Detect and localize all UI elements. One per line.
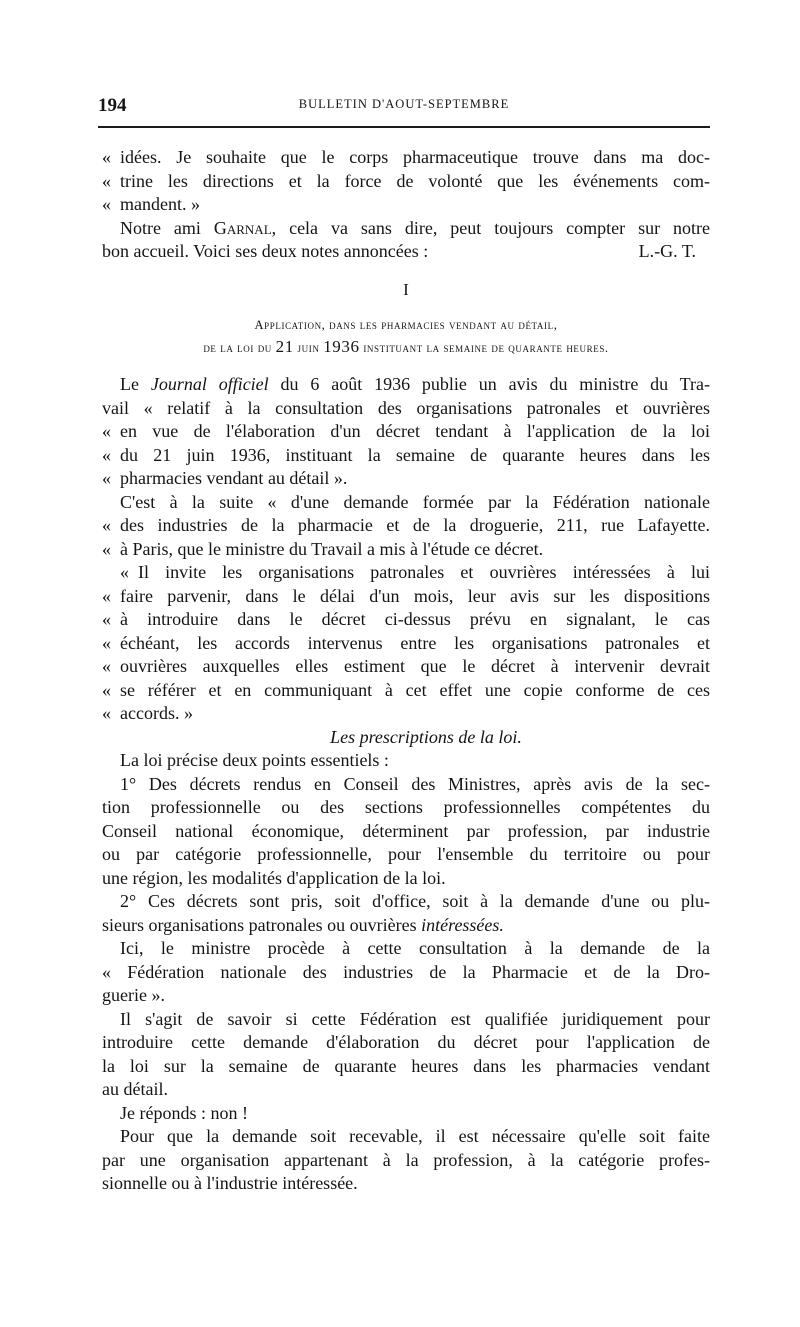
journal-title: Journal officiel <box>150 374 269 394</box>
text-span: bon accueil. Voici ses deux notes annoncées : <box>102 241 429 261</box>
text-line <box>102 217 710 241</box>
text-span: ou par catégorie professionnelle, pour l'ensemble du territoire ou pour <box>102 844 710 864</box>
section-title-line-2 <box>102 336 710 359</box>
text-line <box>102 538 710 562</box>
text-span: à Paris, que le ministre du Travail a mis à l'étude ce décret. <box>120 538 544 559</box>
text-line <box>102 1078 710 1102</box>
text-line <box>102 632 710 656</box>
text-span: du 6 août 1936 publie un avis du ministre du Tra- <box>268 374 710 394</box>
text-span: « Fédération nationale des industries de la Pharmacie et de la Dro- <box>102 961 710 982</box>
text-line <box>102 914 710 938</box>
text-span: 21 <box>275 337 294 356</box>
text-span: une région, les modalités d'application de la loi. <box>102 867 446 888</box>
quote-mark: « <box>102 609 111 629</box>
text-line <box>102 444 710 468</box>
quote-mark: « <box>102 194 111 214</box>
text-line <box>102 585 710 609</box>
text-span: 2° Ces décrets sont pris, soit d'office, soit à la demande d'une ou plu- <box>120 891 710 911</box>
text-span: trine les directions et la force de volonté que les événements com- <box>120 170 710 191</box>
text-line <box>102 170 710 194</box>
text-line <box>102 702 710 726</box>
text-span: sieurs organisations patronales ou ouvrières <box>102 914 422 935</box>
section-title-line-1: Application, dans les pharmacies vendant au détail, <box>254 318 558 332</box>
text-line <box>102 796 710 820</box>
quote-mark: « <box>102 703 111 723</box>
text-span: de la loi du <box>203 341 276 355</box>
text-line <box>102 1008 710 1032</box>
text-line <box>102 961 710 985</box>
text-line <box>102 773 710 797</box>
text-span: se référer et en communiquant à cet effet une copie conforme de ces <box>120 679 710 700</box>
text-line <box>102 1031 710 1055</box>
text-line <box>102 1149 710 1173</box>
text-span: à introduire dans le décret ci-dessus prévu en signalant, le cas <box>120 609 710 629</box>
text-span: La loi précise deux points essentiels : <box>120 750 389 770</box>
text-span: Notre ami <box>120 217 214 238</box>
quote-mark: « <box>102 538 111 559</box>
text-line <box>102 420 710 444</box>
text-line <box>102 1125 710 1149</box>
text-span: vail « relatif à la consultation des organisations patronales et ouvrières <box>102 397 710 418</box>
text-line <box>102 890 710 914</box>
text-line <box>102 561 710 585</box>
text-line <box>102 937 710 961</box>
text-span: des industries de la pharmacie et de la droguerie, 211, rue Lafayette. <box>120 515 710 535</box>
text-span: en vue de l'élaboration d'un décret tendant à l'application de la loi <box>120 421 710 441</box>
text-span: tion professionnelle ou des sections professionnelles compétentes du <box>102 797 710 817</box>
author-name: Garnal <box>213 217 272 238</box>
signature: L.-G. T. <box>638 241 696 261</box>
text-span: accords. » <box>120 703 193 723</box>
text-span: au détail. <box>102 1079 168 1099</box>
text-line <box>102 240 710 264</box>
text-line <box>102 608 710 632</box>
text-line <box>102 820 710 844</box>
quote-mark: « <box>102 170 111 191</box>
text-line <box>102 843 710 867</box>
text-span: Le <box>120 374 151 394</box>
text-span: Conseil national économique, déterminent par profession, par industrie <box>102 820 710 841</box>
text-line <box>102 679 710 703</box>
quote-mark: « <box>102 468 111 488</box>
text-span: sionnelle ou à l'industrie intéressée. <box>102 1173 358 1193</box>
text-line <box>102 467 710 491</box>
body-text <box>102 146 710 1196</box>
text-span: 1936 <box>323 337 360 356</box>
text-line <box>102 146 710 170</box>
quote-mark: « <box>102 515 111 535</box>
quote-mark: « <box>102 585 111 606</box>
text-line <box>102 397 710 421</box>
text-span: Il invite les organisations patronales et ouvrières intéressées à lui <box>138 562 710 582</box>
text-line <box>102 373 710 397</box>
text-line <box>102 193 710 217</box>
text-span: pharmacies vendant au détail ». <box>120 468 348 488</box>
text-span: la loi sur la semaine de quarante heures dans les pharmacies vendant <box>102 1055 710 1076</box>
text-span: Pour que la demande soit recevable, il est nécessaire qu'elle soit faite <box>120 1126 710 1146</box>
section-title <box>102 315 710 359</box>
text-span: , cela va sans dire, peut toujours compter sur notre <box>271 217 710 238</box>
subheading: Les prescriptions de la loi. <box>330 726 522 747</box>
text-line <box>102 749 710 773</box>
text-span: échéant, les accords intervenus entre les organisations patronales et <box>120 632 710 653</box>
text-span: Je réponds : non ! <box>120 1102 248 1123</box>
text-line <box>102 984 710 1008</box>
text-span: guerie ». <box>102 985 165 1005</box>
text-span: juin <box>293 341 324 355</box>
running-title: BULLETIN D'AOUT-SEPTEMBRE <box>298 97 510 111</box>
quote-mark: « <box>102 632 111 653</box>
text-span: ouvrières auxquelles elles estiment que le décret à intervenir devrait <box>120 656 710 676</box>
quote-mark: « <box>102 679 111 700</box>
text-span: Ici, le ministre procède à cette consultation à la demande de la <box>120 938 710 958</box>
text-line <box>102 514 710 538</box>
header-rule <box>98 126 710 128</box>
quote-mark: « <box>102 147 111 167</box>
text-line <box>102 1172 710 1196</box>
quote-mark: « <box>102 421 111 441</box>
text-line <box>102 1102 710 1126</box>
text-span: idées. Je souhaite que le corps pharmaceutique trouve dans ma doc- <box>120 147 710 167</box>
italic-word: intéressées. <box>421 914 504 935</box>
section-number: I <box>403 279 409 299</box>
text-span: mandent. » <box>120 194 200 214</box>
text-span: Il s'agit de savoir si cette Fédération est qualifiée juridiquement pour <box>120 1008 710 1029</box>
text-line <box>102 867 710 891</box>
page-header <box>98 95 710 117</box>
text-span: introduire cette demande d'élaboration du décret pour l'application de <box>102 1032 710 1052</box>
text-span: du 21 juin 1936, instituant la semaine de quarante heures dans les <box>120 444 710 465</box>
quote-mark: « <box>102 444 111 465</box>
text-span: par une organisation appartenant à la profession, à la catégorie profes- <box>102 1149 710 1170</box>
text-line <box>102 491 710 515</box>
text-span: 1° Des décrets rendus en Conseil des Ministres, après avis de la sec- <box>120 773 710 794</box>
text-span: instituant la semaine de quarante heures. <box>359 341 609 355</box>
text-line <box>102 1055 710 1079</box>
text-span: faire parvenir, dans le délai d'un mois, leur avis sur les dispositions <box>120 585 710 606</box>
quote-mark: « <box>120 562 129 582</box>
text-line <box>102 655 710 679</box>
quote-mark: « <box>102 656 111 676</box>
text-span: C'est à la suite « d'une demande formée par la Fédération nationale <box>120 491 710 512</box>
page-number: 194 <box>98 95 127 116</box>
